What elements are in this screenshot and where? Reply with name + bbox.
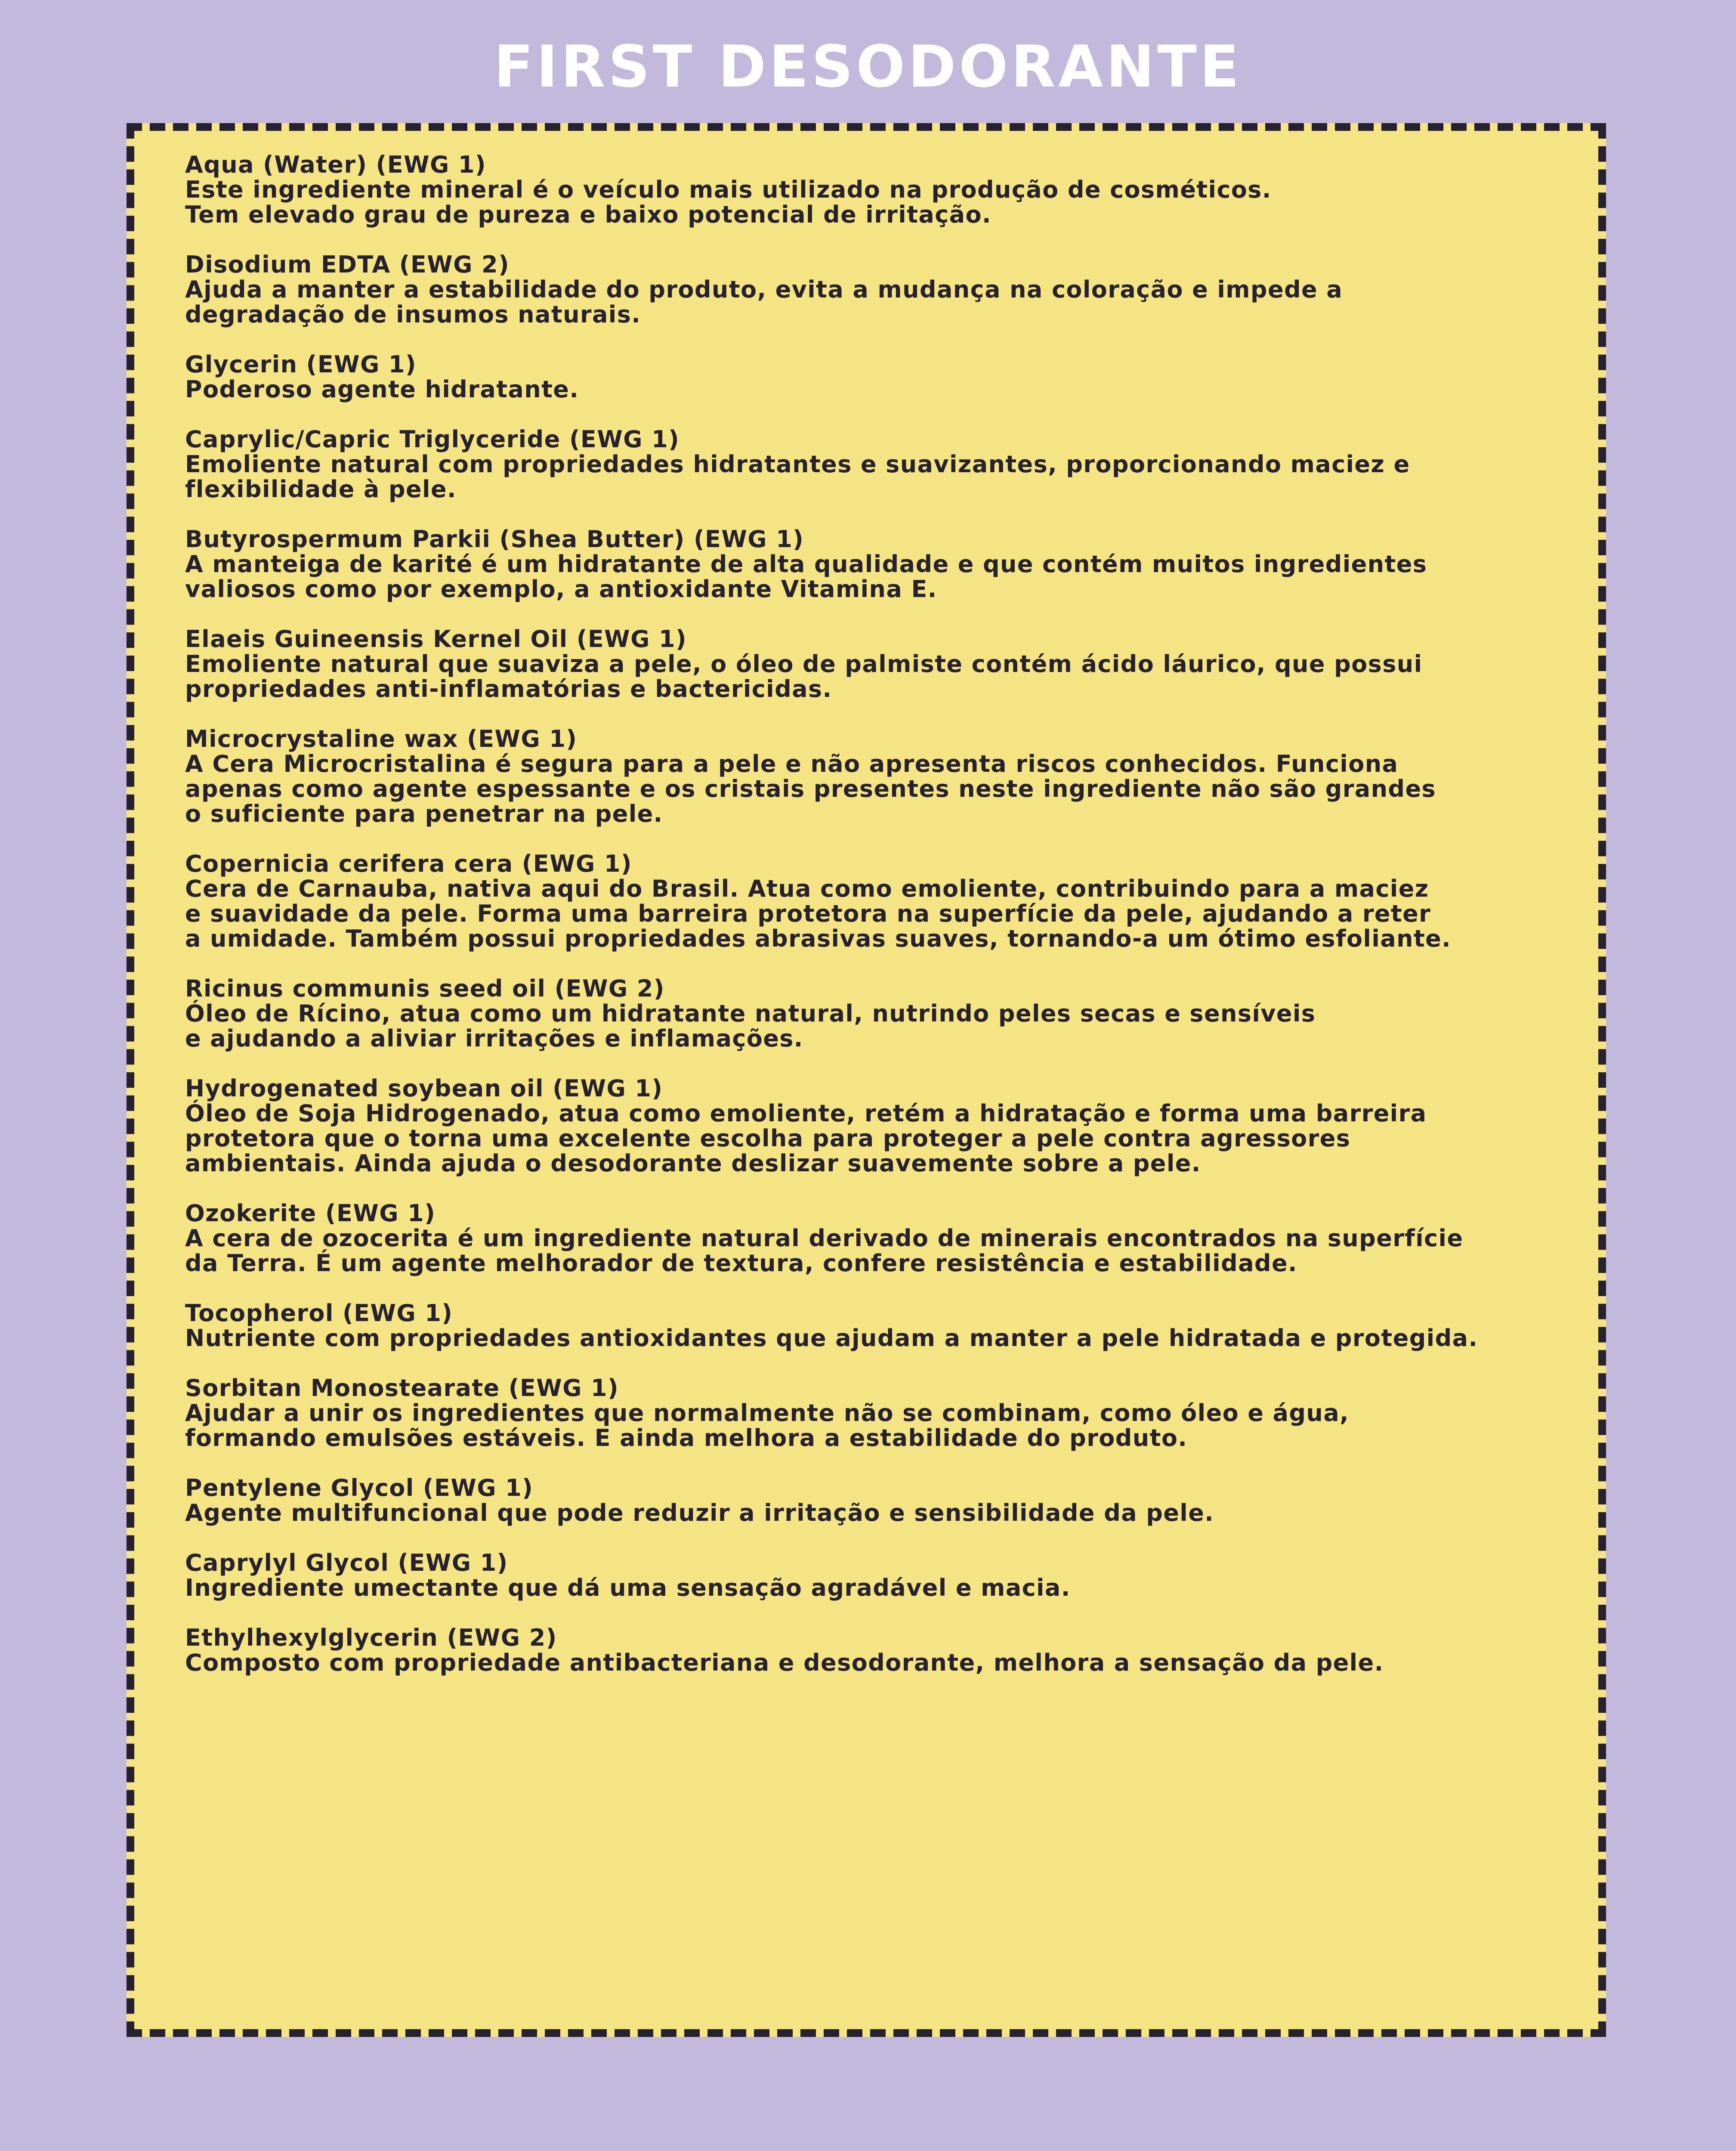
ingredient-item	[185, 1201, 1588, 1276]
ingredient-description: A cera de ozocerita é um ingrediente natural derivado de minerais encontrados na superfície da Terra. É um agente melhorador de textura, confere resistência e estabilidade.	[185, 1225, 1464, 1277]
ingredient-description: Cera de Carnauba, nativa aqui do Brasil. Atua como emoliente, contribuindo para a maciez e suavidade da pele. Forma uma barreira protetora na superfície da pele, ajudando a reter a umidade. Também possui propriedades abrasivas suaves, tornando-a um ótimo esfoliante.	[185, 875, 1452, 952]
ingredient-name: Ethylhexylglycerin (EWG 2)	[185, 1624, 557, 1651]
ingredient-description: Nutriente com propriedades antioxidantes que ajudam a manter a pele hidratada e protegida.	[185, 1325, 1478, 1352]
ingredient-item	[185, 527, 1588, 602]
ingredient-description: A Cera Microcristalina é segura para a pele e não apresenta riscos conhecidos. Funciona apenas como agente espessante e os cristais presentes neste ingrediente não são grandes o suficiente para penetrar na pele.	[185, 750, 1436, 827]
ingredient-item	[185, 252, 1588, 327]
ingredient-description: Óleo de Soja Hidrogenado, atua como emoliente, retém a hidratação e forma uma barreira protetora que o torna uma excelente escolha para proteger a pele contra agressores ambientais. Ainda ajuda o desodorante deslizar suavemente sobre a pele.	[185, 1100, 1427, 1177]
ingredient-description: Emoliente natural que suaviza a pele, o óleo de palmiste contém ácido láurico, que possui propriedades anti-inflamatórias e bactericidas.	[185, 650, 1423, 703]
ingredient-name: Hydrogenated soybean oil (EWG 1)	[185, 1075, 663, 1102]
ingredient-description: Composto com propriedade antibacteriana e desodorante, melhora a sensação da pele.	[185, 1649, 1384, 1676]
ingredient-name: Glycerin (EWG 1)	[185, 351, 417, 378]
ingredient-name: Ozokerite (EWG 1)	[185, 1200, 436, 1227]
ingredient-description: Emoliente natural com propriedades hidratantes e suavizantes, proporcionando maciez e flexibilidade à pele.	[185, 451, 1410, 503]
ingredient-item	[185, 727, 1588, 826]
ingredient-description: Este ingrediente mineral é o veículo mais utilizado na produção de cosméticos. Tem elevado grau de pureza e baixo potencial de irritação.	[185, 176, 1272, 228]
ingredient-name: Tocopherol (EWG 1)	[185, 1300, 453, 1327]
ingredient-description: Ajudar a unir os ingredientes que normalmente não se combinam, como óleo e água, formando emulsões estáveis. E ainda melhora a estabilidade do produto.	[185, 1399, 1350, 1452]
ingredient-item	[185, 1476, 1588, 1526]
ingredient-name: Disodium EDTA (EWG 2)	[185, 251, 510, 278]
ingredient-name: Caprylic/Capric Triglyceride (EWG 1)	[185, 426, 680, 453]
ingredient-name: Copernicia cerifera cera (EWG 1)	[185, 850, 632, 877]
ingredient-item	[185, 1551, 1588, 1600]
ingredients-panel	[127, 123, 1606, 2037]
ingredient-name: Butyrospermum Parkii (Shea Butter) (EWG 1)	[185, 526, 804, 553]
ingredient-name: Microcrystaline wax (EWG 1)	[185, 725, 578, 752]
ingredient-item	[185, 152, 1588, 227]
ingredient-name: Pentylene Glycol (EWG 1)	[185, 1474, 534, 1501]
ingredient-item	[185, 1625, 1588, 1675]
ingredient-name: Sorbitan Monostearate (EWG 1)	[185, 1374, 619, 1402]
ingredient-description: Ingrediente umectante que dá uma sensação agradável e macia.	[185, 1574, 1071, 1601]
ingredient-item	[185, 1301, 1588, 1351]
ingredient-item	[185, 1376, 1588, 1451]
ingredient-item	[185, 1076, 1588, 1176]
ingredient-list	[185, 152, 1588, 1700]
ingredient-name: Elaeis Guineensis Kernel Oil (EWG 1)	[185, 625, 687, 653]
ingredient-item	[185, 627, 1588, 702]
ingredient-description: A manteiga de karité é um hidratante de alta qualidade e que contém muitos ingredientes valiosos como por exemplo, a antioxidante Vitamina E.	[185, 551, 1427, 603]
ingredient-item	[185, 851, 1588, 951]
ingredient-item	[185, 427, 1588, 502]
ingredient-description: Poderoso agente hidratante.	[185, 376, 579, 403]
ingredient-description: Agente multifuncional que pode reduzir a irritação e sensibilidade da pele.	[185, 1499, 1214, 1526]
page-title: FIRST DESODORANTE	[494, 33, 1242, 100]
ingredient-name: Caprylyl Glycol (EWG 1)	[185, 1549, 508, 1576]
ingredient-description: Óleo de Rícino, atua como um hidratante natural, nutrindo peles secas e sensíveis e ajudando a aliviar irritações e inflamações.	[185, 1000, 1316, 1052]
ingredient-item	[185, 352, 1588, 402]
ingredient-name: Ricinus communis seed oil (EWG 2)	[185, 975, 665, 1002]
ingredient-description: Ajuda a manter a estabilidade do produto, evita a mudança na coloração e impede a degradação de insumos naturais.	[185, 276, 1343, 328]
ingredient-item	[185, 976, 1588, 1051]
ingredient-name: Aqua (Water) (EWG 1)	[185, 151, 486, 178]
